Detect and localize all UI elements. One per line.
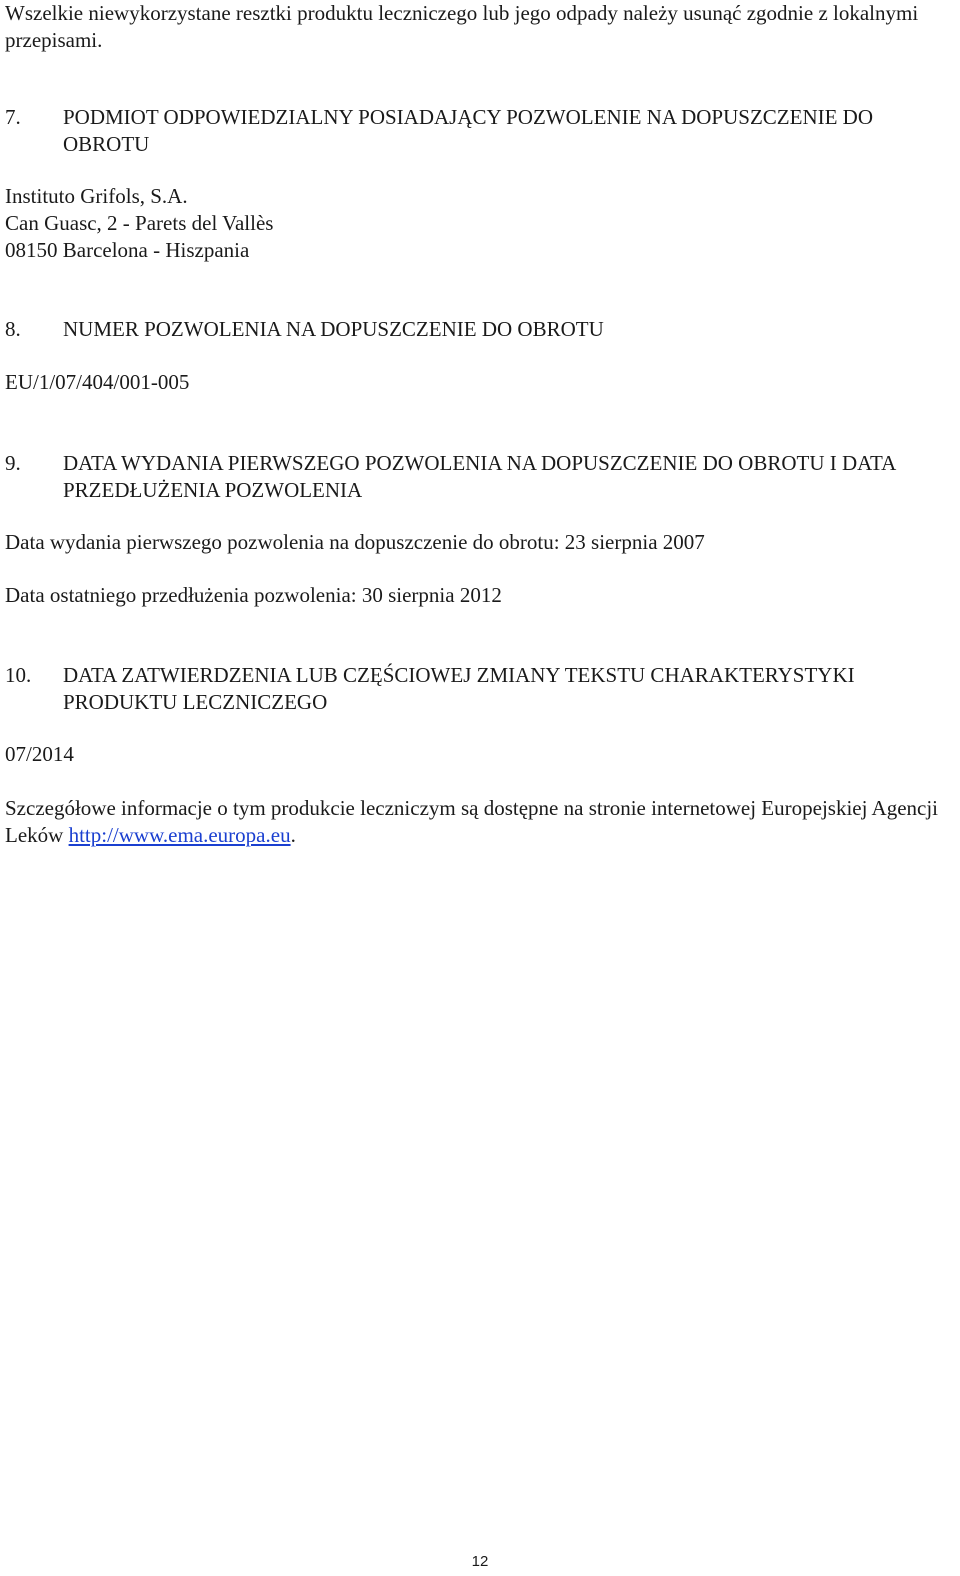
- revision-date: 07/2014: [5, 742, 74, 766]
- section-7-heading: [5, 104, 955, 158]
- section-9-title: DATA WYDANIA PIERWSZEGO POZWOLENIA NA DOPUSZCZENIE DO OBROTU I DATA PRZEDŁUŻENIA POZWOLENIA: [63, 451, 896, 502]
- section-10-title: DATA ZATWIERDZENIA LUB CZĘŚCIOWEJ ZMIANY TEKSTU CHARAKTERYSTYKI PRODUKTU LECZNICZEGO: [63, 663, 855, 714]
- section-8-title: NUMER POZWOLENIA NA DOPUSZCZENIE DO OBROTU: [63, 317, 604, 341]
- section-9-number: 9.: [5, 451, 21, 475]
- detailed-info-end: .: [290, 823, 296, 847]
- section-8-heading: [5, 316, 955, 343]
- address-line: Can Guasc, 2 - Parets del Vallès: [5, 211, 274, 235]
- section-7-title: PODMIOT ODPOWIEDZIALNY POSIADAJĄCY POZWOLENIE NA DOPUSZCZENIE DO OBROTU: [63, 105, 874, 156]
- first-authorisation-date: Data wydania pierwszego pozwolenia na dopuszczenie do obrotu: 23 sierpnia 2007: [5, 530, 705, 554]
- section-10-number: 10.: [5, 663, 32, 687]
- detailed-info-text: Szczegółowe informacje o tym produkcie leczniczym są dostępne na stronie internetowej Europejskiej Agencji Leków: [5, 796, 939, 847]
- section-7-number: 7.: [5, 105, 21, 129]
- marketing-authorisation-number: EU/1/07/404/001-005: [5, 370, 190, 394]
- address-line: 08150 Barcelona - Hiszpania: [5, 238, 250, 262]
- section-8-number: 8.: [5, 317, 21, 341]
- disposal-text: Wszelkie niewykorzystane resztki produktu leczniczego lub jego odpady należy usunąć zgodnie z lokalnymi przepisami.: [5, 1, 919, 52]
- section-9-heading: [5, 450, 955, 504]
- detailed-info-paragraph: [5, 795, 955, 849]
- renewal-date: Data ostatniego przedłużenia pozwolenia: 30 sierpnia 2012: [5, 583, 502, 607]
- page-number: 12: [471, 1553, 489, 1570]
- ema-website-link[interactable]: http://www.ema.europa.eu: [68, 823, 291, 847]
- section-10-heading: [5, 662, 955, 716]
- address-line: Instituto Grifols, S.A.: [5, 184, 188, 208]
- mah-address: [5, 183, 955, 264]
